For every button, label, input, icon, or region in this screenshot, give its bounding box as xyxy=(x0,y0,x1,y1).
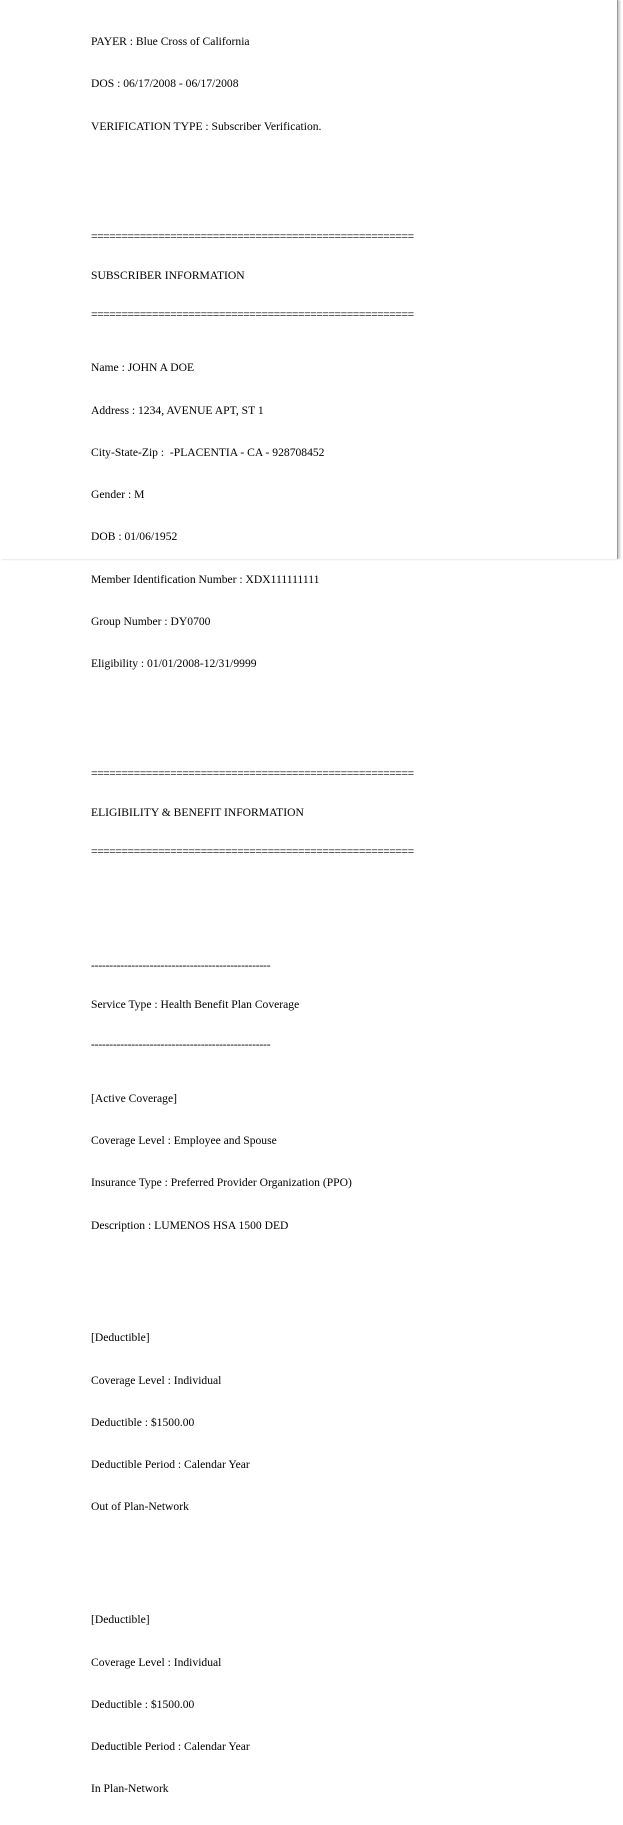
deductible-period-line: Deductible Period : Calendar Year xyxy=(91,1458,250,1472)
spacer xyxy=(91,1275,414,1289)
description-line: Description : LUMENOS HSA 1500 DED xyxy=(91,1218,289,1232)
eligibility-heading: ELIGIBILITY & BENEFIT INFORMATION xyxy=(91,806,304,820)
block-title-deductible: [Deductible] xyxy=(91,1613,150,1627)
coverage-level-line: Coverage Level : Individual xyxy=(91,1373,222,1387)
subscriber-city-state-zip: City-State-Zip : -PLACENTIA - CA - 928708452 xyxy=(91,445,325,459)
verification-type-line: VERIFICATION TYPE : Subscriber Verification. xyxy=(91,119,322,133)
subscriber-gender: Gender : M xyxy=(91,488,145,502)
service-type-line: Service Type : Health Benefit Plan Coverage xyxy=(91,998,300,1012)
dash-separator: ------------------------------------------------- xyxy=(91,959,271,972)
spacer xyxy=(91,899,414,919)
network-line: In Plan-Network xyxy=(91,1782,169,1796)
coverage-level-line: Coverage Level : Employee and Spouse xyxy=(91,1134,277,1148)
spacer xyxy=(91,176,414,190)
subscriber-name: Name : JOHN A DOE xyxy=(91,361,195,375)
separator: ===================================================== xyxy=(91,229,414,243)
subscriber-dob: DOB : 01/06/1952 xyxy=(91,530,178,544)
separator: ===================================================== xyxy=(91,766,414,780)
insurance-type-line: Insurance Type : Preferred Provider Organization (PPO) xyxy=(91,1176,352,1190)
separator: ===================================================== xyxy=(91,307,414,321)
network-line: Out of Plan-Network xyxy=(91,1500,189,1514)
deductible-amount-line: Deductible : $1500.00 xyxy=(91,1415,195,1429)
deductible-amount-line: Deductible : $1500.00 xyxy=(91,1697,195,1711)
deductible-period-line: Deductible Period : Calendar Year xyxy=(91,1740,250,1754)
separator: ===================================================== xyxy=(91,845,414,859)
subscriber-member-id: Member Identification Number : XDX111111111 xyxy=(91,572,320,586)
subscriber-heading: SUBSCRIBER INFORMATION xyxy=(91,268,245,282)
payer-line: PAYER : Blue Cross of California xyxy=(91,35,250,49)
document-text xyxy=(91,7,414,1825)
spacer xyxy=(91,714,414,728)
block-title-active-coverage: [Active Coverage] xyxy=(91,1091,177,1105)
subscriber-group-number: Group Number : DY0700 xyxy=(91,614,211,628)
block-title-deductible: [Deductible] xyxy=(91,1331,150,1345)
dos-line: DOS : 06/17/2008 - 06/17/2008 xyxy=(91,77,239,91)
coverage-level-line: Coverage Level : Individual xyxy=(91,1655,222,1669)
subscriber-address: Address : 1234, AVENUE APT, ST 1 xyxy=(91,403,264,417)
subscriber-eligibility: Eligibility : 01/01/2008-12/31/9999 xyxy=(91,657,257,671)
spacer xyxy=(91,1557,414,1571)
dash-separator: ------------------------------------------------- xyxy=(91,1038,271,1052)
